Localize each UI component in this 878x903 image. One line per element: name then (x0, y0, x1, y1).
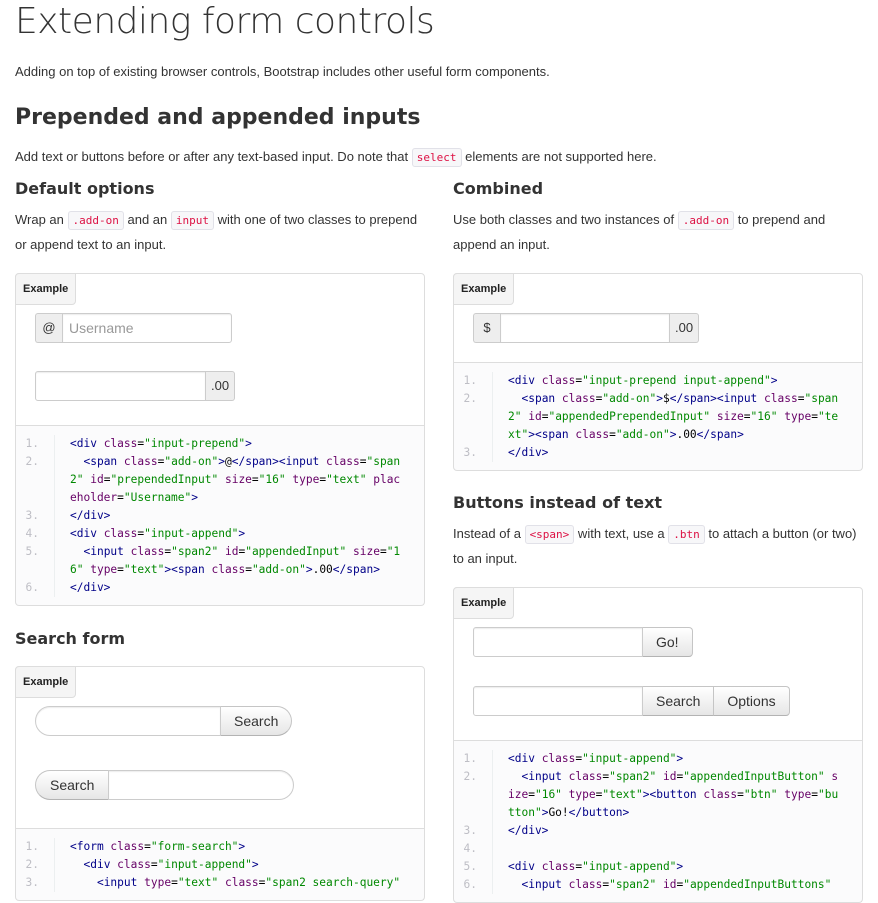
inline-code-select: select (412, 148, 462, 167)
appended-input-buttons[interactable] (473, 686, 643, 716)
search-append-button[interactable]: Search (221, 706, 292, 736)
code-text: <div class="input-prepend"> (54, 435, 414, 453)
code-text: <input class="span2" id="appendedInputButton" s (492, 768, 852, 786)
appended-input-button[interactable] (473, 627, 643, 657)
code-text: <form class="form-search"> (54, 838, 414, 856)
code-line (16, 543, 414, 561)
dollar-addon: $ (473, 313, 500, 343)
search-form-title: Search form (15, 629, 126, 648)
code-line (454, 426, 852, 444)
code-text: ize="16" type="text"><button class="btn" type="bu (492, 786, 852, 804)
appended-input-group (35, 371, 405, 401)
line-number: 2. (463, 392, 477, 405)
code-line (454, 750, 852, 768)
search-query-input[interactable] (35, 706, 221, 736)
decimal-addon: .00 (206, 371, 235, 401)
example-body (16, 274, 424, 425)
example-body (454, 274, 862, 362)
code-text (492, 840, 852, 858)
example-label: Example (453, 273, 514, 305)
desc-text: and an (123, 212, 171, 227)
buttons-instead-code (453, 741, 863, 903)
code-text: <input type="text" class="span2 search-query" (54, 874, 414, 892)
line-number (454, 426, 492, 444)
default-options-code (15, 426, 425, 606)
code-text: 6" type="text"><span class="add-on">.00</span> (54, 561, 414, 579)
example-label: Example (15, 273, 76, 305)
search-form-code (15, 829, 425, 901)
line-number (16, 561, 54, 579)
line-number: 1. (463, 752, 477, 765)
code-text: </div> (492, 444, 852, 462)
code-line (16, 507, 414, 525)
code-line (454, 390, 852, 408)
line-number: 3. (25, 509, 39, 522)
code-text: 2" id="prependedInput" size="16" type="text" plac (54, 471, 414, 489)
line-number: 5. (25, 545, 39, 558)
code-line (454, 840, 852, 858)
desc-text: Instead of a (453, 526, 525, 541)
code-text: <span class="add-on">@</span><input class="span (54, 453, 414, 471)
inline-code-span: <span> (525, 525, 575, 544)
code-line (16, 489, 414, 507)
go-button[interactable]: Go! (643, 627, 693, 657)
section-desc-text-1: Add text or buttons before or after any text-based input. Do note that (15, 149, 412, 164)
desc-text: Wrap an (15, 212, 68, 227)
default-options-title: Default options (15, 179, 155, 198)
code-text: <div class="input-append"> (54, 856, 414, 874)
combined-title: Combined (453, 179, 544, 198)
line-number (16, 489, 54, 507)
desc-text: with one of two classes to prepend or append text to an input. (15, 212, 418, 252)
inline-code-btn: .btn (668, 525, 705, 544)
line-number (454, 804, 492, 822)
code-text: <input class="span2" id="appendedInput" size="1 (54, 543, 414, 561)
code-line (16, 561, 414, 579)
line-number (454, 408, 492, 426)
code-line (16, 471, 414, 489)
example-body (454, 588, 862, 740)
line-number: 2. (25, 858, 39, 871)
combined-description (453, 208, 863, 257)
combined-example (453, 273, 863, 363)
code-text: <span class="add-on">$</span><input class="span (492, 390, 852, 408)
appended-input[interactable] (35, 371, 206, 401)
line-number: 6. (25, 581, 39, 594)
options-button[interactable]: Options (714, 686, 789, 716)
code-line (454, 408, 852, 426)
line-number: 2. (463, 770, 477, 783)
code-line (16, 856, 414, 874)
desc-text: to prepend and append an input. (453, 212, 826, 252)
search-form-example (15, 666, 425, 829)
code-line (16, 579, 414, 597)
left-column (15, 174, 425, 903)
line-number: 1. (463, 374, 477, 387)
section-description (15, 145, 863, 170)
desc-text: with text, use a (574, 526, 669, 541)
code-line (454, 444, 852, 462)
section-title: Prepended and appended inputs (15, 105, 421, 130)
line-number: 4. (463, 842, 477, 855)
example-label: Example (453, 587, 514, 619)
two-column-layout (15, 174, 863, 903)
right-column (453, 174, 863, 903)
line-number: 5. (463, 860, 477, 873)
line-number (454, 786, 492, 804)
page-lead: Adding on top of existing browser controls, Bootstrap includes other useful form components. (15, 64, 550, 79)
code-text: </div> (54, 579, 414, 597)
code-line (454, 822, 852, 840)
code-line (16, 838, 414, 856)
line-number: 2. (25, 455, 39, 468)
code-line (16, 453, 414, 471)
appended-prepended-input[interactable] (500, 313, 670, 343)
line-number: 1. (25, 840, 39, 853)
line-number: 3. (463, 446, 477, 459)
line-number (16, 471, 54, 489)
decimal-addon: .00 (670, 313, 699, 343)
code-line (454, 876, 852, 894)
code-text: <div class="input-append"> (492, 858, 852, 876)
line-number: 3. (463, 824, 477, 837)
code-line (16, 435, 414, 453)
username-input[interactable]: Username (62, 313, 232, 343)
page-title: Extending form controls (15, 1, 435, 42)
code-text: xt"><span class="add-on">.00</span> (492, 426, 852, 444)
code-text: 2" id="appendedPrependedInput" size="16" type="te (492, 408, 852, 426)
code-line (454, 786, 852, 804)
example-body (16, 667, 424, 828)
code-line (454, 804, 852, 822)
code-text: <input class="span2" id="appendedInputButtons" (492, 876, 852, 894)
search-append-group (35, 706, 405, 736)
prepended-input-group (35, 313, 405, 343)
append-buttons-group (473, 686, 843, 716)
code-line (454, 768, 852, 786)
buttons-instead-example (453, 587, 863, 741)
code-line (454, 858, 852, 876)
buttons-instead-title: Buttons instead of text (453, 493, 663, 512)
inline-code-input: input (171, 211, 214, 230)
code-text: <div class="input-append"> (492, 750, 852, 768)
inline-code-add-on: .add-on (678, 211, 734, 230)
line-number: 4. (25, 527, 39, 540)
code-text: tton">Go!</button> (492, 804, 852, 822)
search-prepend-group (35, 770, 405, 800)
append-button-group (473, 627, 843, 657)
desc-text: Use both classes and two instances of (453, 212, 678, 227)
example-label: Example (15, 666, 76, 698)
code-text: </div> (492, 822, 852, 840)
default-options-example (15, 273, 425, 426)
inline-code-add-on: .add-on (68, 211, 124, 230)
combined-input-group (473, 313, 843, 343)
code-text: <div class="input-append"> (54, 525, 414, 543)
line-number: 6. (463, 878, 477, 891)
line-number: 1. (25, 437, 39, 450)
line-number: 3. (25, 876, 39, 889)
desc-text: to attach a button (or two) to an input. (453, 526, 857, 566)
code-text: eholder="Username"> (54, 489, 414, 507)
code-text: <div class="input-prepend input-append"> (492, 372, 852, 390)
section-desc-text-2: elements are not supported here. (461, 149, 657, 164)
combined-code (453, 363, 863, 471)
search-prepend-button[interactable]: Search (35, 770, 108, 800)
code-line (16, 525, 414, 543)
code-line (16, 874, 414, 892)
buttons-instead-description (453, 522, 863, 571)
search-button[interactable]: Search (643, 686, 714, 716)
search-query-input-2[interactable] (108, 770, 294, 800)
code-line (454, 372, 852, 390)
default-options-description (15, 208, 425, 257)
at-addon: @ (35, 313, 62, 343)
code-text: </div> (54, 507, 414, 525)
